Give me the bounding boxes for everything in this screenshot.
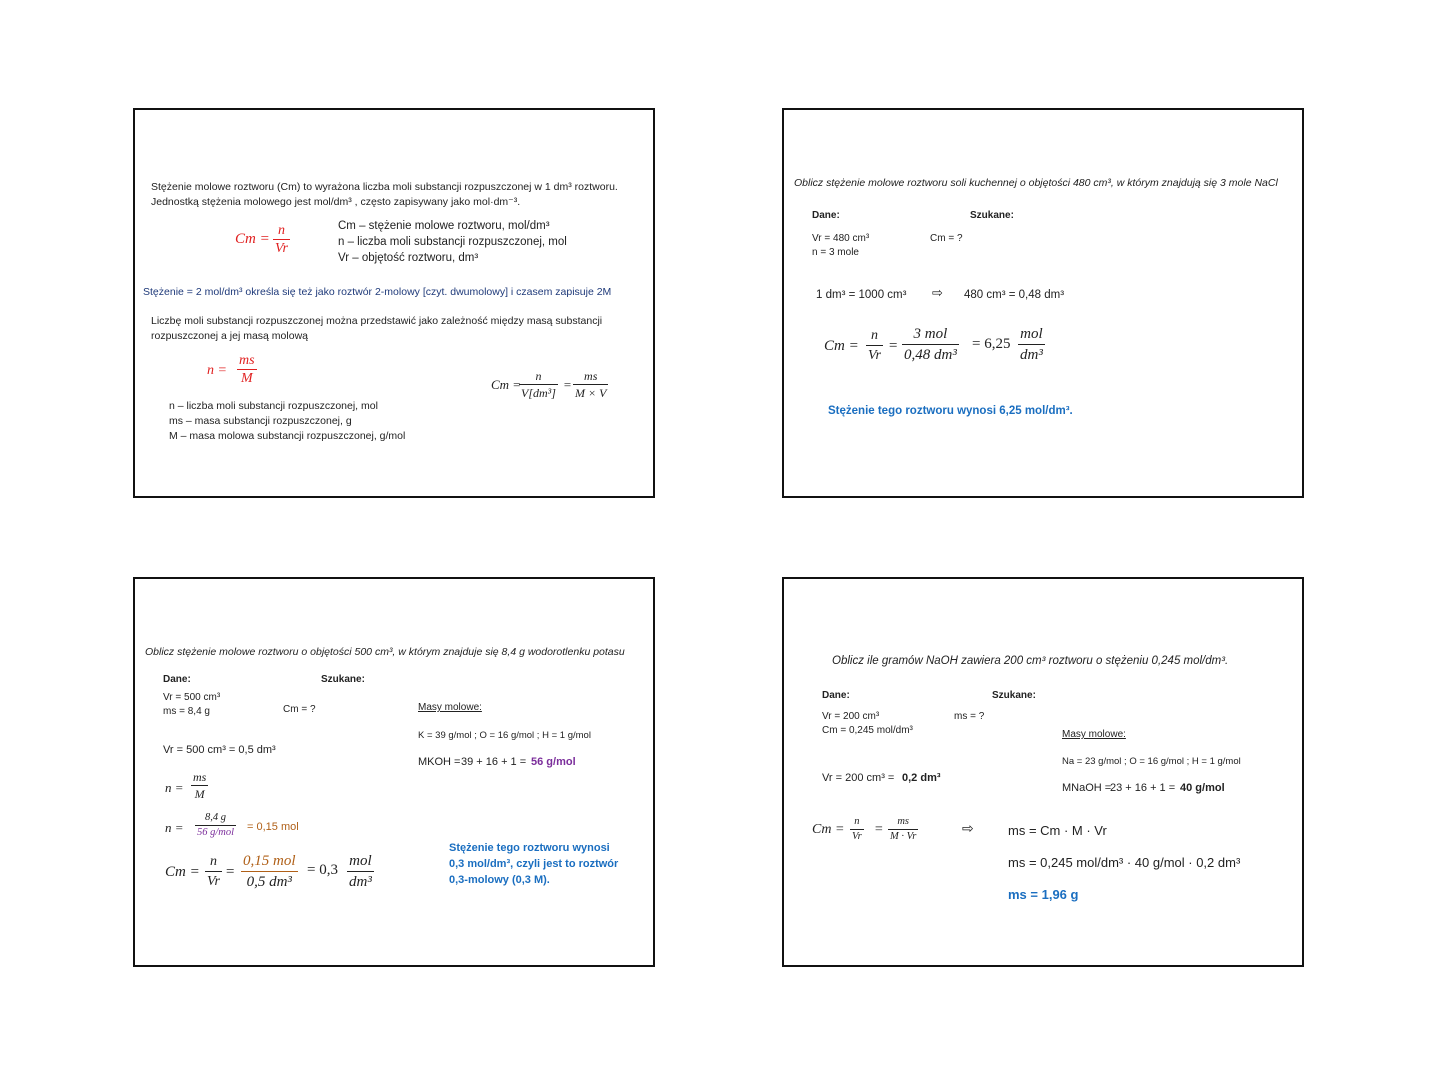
conversion-left: Vr = 200 cm³ = <box>822 772 895 784</box>
n-formula-lhs: n = <box>207 363 227 378</box>
combined-f2-numerator: ms <box>573 368 608 385</box>
calc-unit-numerator: mol <box>1020 326 1043 342</box>
slide-nacl-example <box>782 108 1304 498</box>
molar-masses-title: Masy molowe: <box>1062 729 1126 740</box>
moles-intro-line-1: Liczbę moli substancji rozpuszczonej można przedstawić jako zależność między masą substancji <box>151 315 603 327</box>
slide-molar-concentration-definition <box>133 108 655 498</box>
combined-f1-denominator: V[dm³] <box>521 386 556 400</box>
n2-lhs: n = <box>165 820 184 835</box>
conversion-right: 0,2 dm³ <box>902 772 941 784</box>
molar-masses-values: K = 39 g/mol ; O = 16 g/mol ; H = 1 g/mol <box>418 730 591 741</box>
legend-vr: Vr – objętość roztworu, dm³ <box>338 252 479 264</box>
n-formula-denominator: M <box>240 371 253 386</box>
sought-cm: Cm = ? <box>283 704 316 715</box>
formula-numerator: n <box>273 222 290 240</box>
calc-f2-numerator: 3 mol <box>902 324 959 345</box>
task-text: Oblicz ile gramów NaOH zawiera 200 cm³ roztworu o stężeniu 0,245 mol/dm³. <box>832 655 1229 667</box>
sought-label: Szukane: <box>321 674 365 685</box>
mkoh-calc: 39 + 16 + 1 = <box>461 756 527 768</box>
n2-result: = 0,15 mol <box>247 821 299 833</box>
mkoh-label: MKOH = <box>418 756 461 768</box>
ms-result: ms = 1,96 g <box>1008 887 1079 902</box>
definition-line-2: Jednostką stężenia molowego jest mol/dm³ , często zapisywany jako mol·dm⁻³. <box>151 196 521 208</box>
cm-result: = 0,3 <box>307 862 338 878</box>
cm-unit-denominator: dm³ <box>347 871 374 892</box>
formula-fraction <box>273 222 290 257</box>
mnaoh-result: 40 g/mol <box>1180 782 1225 794</box>
given-label: Dane: <box>163 674 191 685</box>
cm-fraction-1 <box>205 852 222 891</box>
n-legend-ms: ms – masa substancji rozpuszczonej, g <box>169 415 352 427</box>
moles-intro-line-2: rozpuszczonej a jej masą molową <box>151 330 308 342</box>
ms-calculation: ms = 0,245 mol/dm³ · 40 g/mol · 0,2 dm³ <box>1008 855 1241 870</box>
calc-fraction-1 <box>866 326 883 365</box>
given-mass: ms = 8,4 g <box>163 706 210 717</box>
mkoh-result: 56 g/mol <box>531 756 576 768</box>
combined-equals: = <box>563 377 572 392</box>
cm-unit-numerator: mol <box>349 853 372 869</box>
n2-denominator: 56 g/mol <box>197 827 235 838</box>
n2-numerator: 8,4 g <box>195 811 236 826</box>
sought-label: Szukane: <box>992 690 1036 701</box>
combined-fraction-1 <box>519 368 558 401</box>
n-formula-fraction <box>237 352 257 387</box>
cm-f2-denominator: M · Vr <box>890 831 917 842</box>
cm-f1-numerator: n <box>205 852 222 872</box>
cm-lhs: Cm = <box>165 864 200 880</box>
n2-fraction <box>195 811 236 840</box>
sought-label: Szukane: <box>970 210 1014 221</box>
task-text: Oblicz stężenie molowe roztworu soli kuchennej o objętości 480 cm³, w którym znajdują się 3 mole NaCl <box>794 177 1278 189</box>
calc-result: = 6,25 <box>972 336 1011 352</box>
formula-denominator: Vr <box>275 241 288 256</box>
cm-equals: = <box>225 864 236 880</box>
given-volume: Vr = 480 cm³ <box>812 233 870 244</box>
n-lhs: n = <box>165 780 184 795</box>
n-legend-m: M – masa molowa substancji rozpuszczonej, g/mol <box>169 430 406 442</box>
molar-masses-title: Masy molowe: <box>418 702 482 713</box>
volume-conversion: Vr = 500 cm³ = 0,5 dm³ <box>163 744 276 756</box>
sought-ms: ms = ? <box>954 711 985 722</box>
cm-f1-numerator: n <box>850 815 864 830</box>
combined-lhs: Cm = <box>491 377 522 392</box>
slide-koh-example <box>133 577 655 967</box>
conclusion: Stężenie tego roztworu wynosi 6,25 mol/dm³. <box>828 405 1073 417</box>
calc-f1-denominator: Vr <box>868 348 881 363</box>
calc-fraction-2 <box>902 324 959 365</box>
conclusion-line-2: 0,3 mol/dm³, czyli jest to roztwór <box>449 858 619 870</box>
cm-f1-denominator: Vr <box>207 874 220 889</box>
cm-lhs: Cm = <box>812 822 845 837</box>
given-concentration: Cm = 0,245 mol/dm³ <box>822 725 913 736</box>
legend-cm: Cm – stężenie molowe roztworu, mol/dm³ <box>338 220 550 232</box>
given-label: Dane: <box>822 690 850 701</box>
cm-unit <box>347 851 374 892</box>
conclusion-line-1: Stężenie tego roztworu wynosi <box>449 842 610 854</box>
cm-f2-numerator: ms <box>888 815 918 830</box>
combined-f2-denominator: M × V <box>575 386 607 400</box>
conclusion-line-3: 0,3-molowy (0,3 M). <box>449 874 550 886</box>
n-numerator: ms <box>193 770 207 784</box>
given-moles: n = 3 mole <box>812 247 859 258</box>
given-volume: Vr = 500 cm³ <box>163 692 221 703</box>
calc-equals: = <box>888 338 899 354</box>
cm-f1-denominator: Vr <box>852 831 862 842</box>
calc-unit-denominator: dm³ <box>1018 344 1045 365</box>
note-2m: Stężenie = 2 mol/dm³ określa się też jako roztwór 2-molowy [czyt. dwumolowy] i czasem zapisuje 2M <box>143 286 612 298</box>
cm-equals: = <box>874 822 884 837</box>
calc-lhs: Cm = <box>824 338 859 354</box>
cm-fraction-2 <box>888 815 918 844</box>
n-fraction <box>191 769 208 802</box>
conversion-left: 1 dm³ = 1000 cm³ <box>816 289 907 301</box>
sought-cm: Cm = ? <box>930 233 963 244</box>
n-denominator: M <box>194 787 205 801</box>
legend-n: n – liczba moli substancji rozpuszczonej, mol <box>338 236 567 248</box>
conversion-right: 480 cm³ = 0,48 dm³ <box>964 289 1065 301</box>
mnaoh-calc: 23 + 16 + 1 = <box>1110 782 1176 794</box>
combined-fraction-2 <box>573 368 608 401</box>
calc-f1-numerator: n <box>866 326 883 346</box>
n-legend-n: n – liczba moli substancji rozpuszczonej, mol <box>169 400 378 412</box>
cm-fraction-2 <box>241 851 298 892</box>
definition-line-1: Stężenie molowe roztworu (Cm) to wyrażona liczba moli substancji rozpuszczonej w 1 dm³ roztworu. <box>151 181 618 193</box>
ms-formula: ms = Cm · M · Vr <box>1008 823 1107 838</box>
given-volume: Vr = 200 cm³ <box>822 711 880 722</box>
mnaoh-label: MNaOH = <box>1062 782 1112 794</box>
slide-naoh-example <box>782 577 1304 967</box>
cm-f2-numerator: 0,15 mol <box>241 851 298 872</box>
n-formula-numerator: ms <box>239 353 255 368</box>
cm-fraction-1 <box>850 815 864 844</box>
conversion-arrow: ⇨ <box>932 285 943 300</box>
combined-f1-numerator: n <box>519 368 558 385</box>
arrow: ⇨ <box>962 820 974 836</box>
cm-f2-denominator: 0,5 dm³ <box>246 874 292 890</box>
calc-unit <box>1018 324 1045 365</box>
calc-f2-denominator: 0,48 dm³ <box>904 347 957 363</box>
given-label: Dane: <box>812 210 840 221</box>
formula-lhs: Cm = <box>235 231 270 247</box>
task-text: Oblicz stężenie molowe roztworu o objętości 500 cm³, w którym znajduje się 8,4 g wodorotlenku potasu <box>145 646 625 658</box>
molar-masses-values: Na = 23 g/mol ; O = 16 g/mol ; H = 1 g/mol <box>1062 756 1241 767</box>
